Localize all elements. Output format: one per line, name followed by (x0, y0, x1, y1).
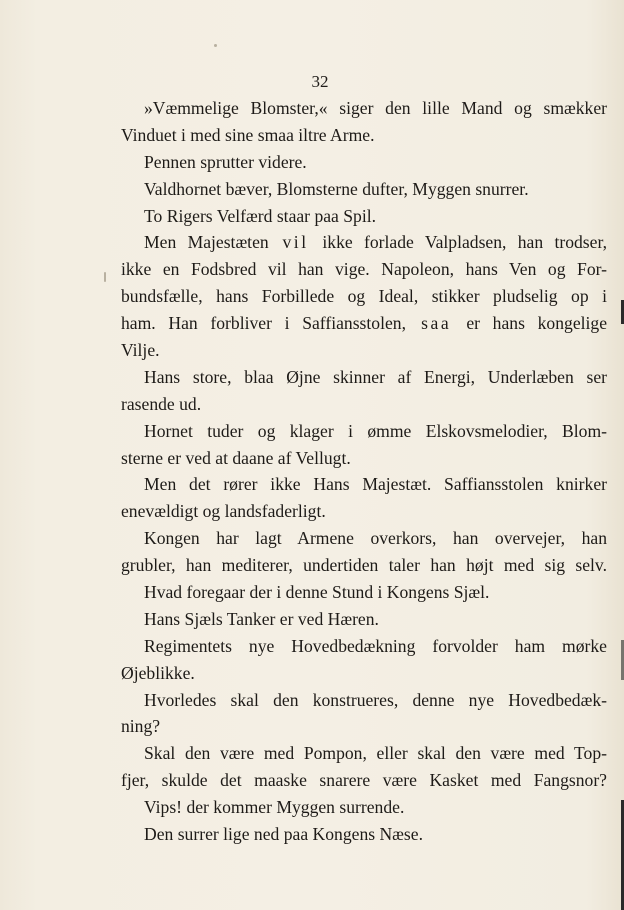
text-segment: Men Majestæten (144, 232, 269, 253)
text-line (121, 310, 607, 337)
text-line: To Rigers Velfærd staar paa Spil. (144, 205, 377, 226)
text-line: Hans store, blaa Øjne skinner af Energi, Underlæben ser (144, 366, 607, 387)
text-line: fjer, skulde det maaske snarere være Kasket med Fangsnor? (121, 770, 607, 791)
text-line (121, 229, 607, 256)
text-line: Vinduet i med sine smaa iltre Arme. (121, 124, 375, 145)
text-line: Hans Sjæls Tanker er ved Hæren. (144, 608, 379, 629)
text-line: rasende ud. (121, 393, 202, 414)
text-line: Skal den være med Pompon, eller skal den være med Top- (144, 743, 607, 764)
text-line: Kongen har lagt Armene overkors, han overvejer, han (144, 528, 607, 549)
text-line: grubler, han mediterer, undertiden taler han højt med sig selv. (121, 555, 607, 576)
text-line: ikke en Fodsbred vil han vige. Napoleon, hans Ven og For- (121, 259, 607, 280)
text-line: enevældigt og landsfaderligt. (121, 501, 326, 522)
body-text (121, 95, 607, 848)
emphasized-word: saa (405, 313, 467, 334)
text-line: sterne er ved at daane af Vellugt. (121, 447, 351, 468)
text-line: Hornet tuder og klager i ømme Elskovsmelodier, Blom- (144, 420, 607, 441)
text-line: Vips! der kommer Myggen surrende. (144, 797, 405, 818)
text-segment: er hans kongelige (466, 313, 608, 334)
text-line: Regimentets nye Hovedbedækning forvolder ham mørke (144, 635, 607, 656)
emphasized-word: vil (268, 232, 323, 253)
text-line: Pennen sprutter videre. (144, 151, 307, 172)
text-line: Valdhornet bæver, Blomsterne dufter, Myggen snurrer. (144, 178, 529, 199)
text-line: Den surrer lige ned paa Kongens Næse. (144, 824, 423, 845)
text-line: Øjeblikke. (121, 662, 195, 683)
text-line: »Væmmelige Blomster,« siger den lille Mand og smækker (144, 98, 607, 118)
paper-fleck (214, 44, 217, 47)
page-number: 32 (311, 72, 329, 91)
paper-fleck (104, 272, 106, 282)
text-line: Vilje. (121, 340, 160, 361)
text-line: Hvad foregaar der i denne Stund i Kongens Sjæl. (144, 582, 490, 603)
text-segment: ham. Han forbliver i Saffiansstolen, (121, 313, 406, 334)
text-line: bundsfælle, hans Forbillede og Ideal, stikker pludselig op i (121, 286, 607, 307)
text-line: Men det rører ikke Hans Majestæt. Saffiansstolen knirker (144, 474, 607, 495)
text-line: Hvorledes skal den konstrueres, denne nye Hovedbedæk- (144, 689, 607, 710)
text-segment: ikke forlade Valpladsen, han trodser, (322, 232, 608, 253)
text-line: ning? (121, 716, 161, 737)
